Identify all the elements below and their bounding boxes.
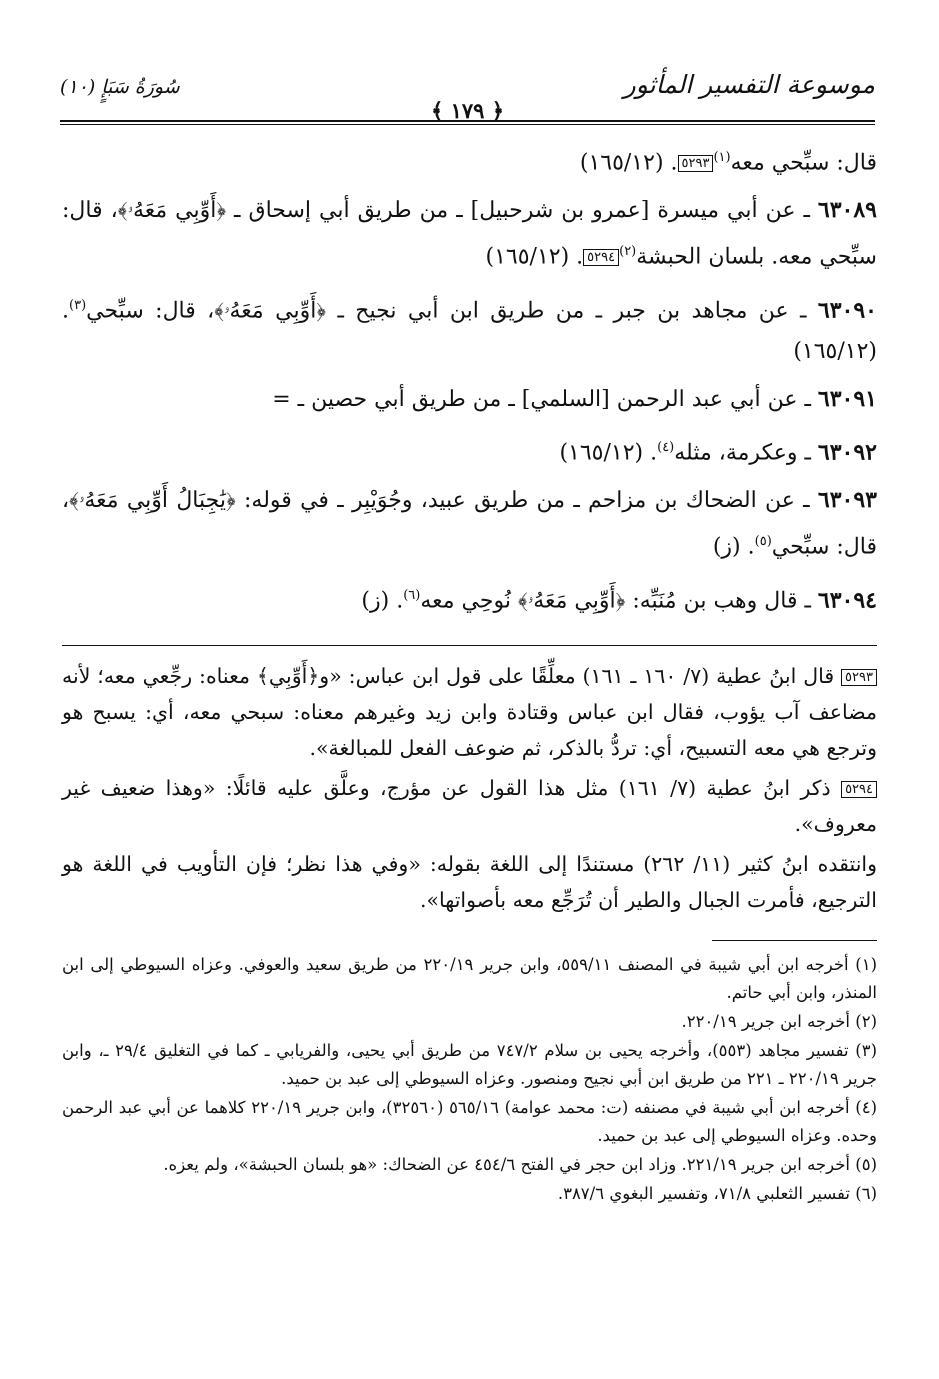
narration-text: ـ عن الضحاك بن مزاحم ـ من طريق عبيد، وجُوَيْبِر ـ في قوله: ﴿يَٰجِبَالُ أَوِّبِي مَعَهُۥ﴾، قال: سبِّحي <box>62 488 877 560</box>
commentary-ref-box: ٥٢٩٣ <box>678 155 714 172</box>
narration-entry <box>62 427 877 473</box>
commentary-ref-box: ٥٢٩٣ <box>841 669 877 686</box>
narration-entry <box>62 190 877 277</box>
footnote: (٥) أخرجه ابن جرير ٢٢١/١٩. وزاد ابن حجر في الفتح ٤٥٤/٦ عن الضحاك: «هو بلسان الحبشة»، ولم يعزه. <box>163 1154 877 1174</box>
commentary-note <box>62 658 877 766</box>
footnote-marker: (٦) <box>403 587 421 603</box>
narration-number: ٦٣٠٩٣ <box>817 487 877 514</box>
narration-entry <box>62 137 877 183</box>
narration-text: ـ عن أبي ميسرة [عمرو بن شرحبيل] ـ من طريق أبي إسحاق ـ ﴿أَوِّبِي مَعَهُۥ﴾، قال: سبِّحي معه. بلسان الحبشة <box>62 198 877 270</box>
footnote: (٦) تفسير الثعلبي ٧١/٨، وتفسير البغوي ٣٨٧/٦. <box>557 1183 877 1203</box>
narration-entry <box>62 285 877 372</box>
narration-source: . (ز) <box>712 534 755 560</box>
narration-text: ـ قال وهب بن مُنَبِّه: ﴿أَوِّبِي مَعَهُۥ﴾ نُوحِي معه <box>420 587 818 613</box>
commentary-ref-box: ٥٢٩٤ <box>583 249 619 266</box>
narration-entry <box>62 480 877 567</box>
commentary-ref-box: ٥٢٩٤ <box>841 781 877 798</box>
footnote: (٤) أخرجه ابن أبي شيبة في مصنفه (ت: محمد عوامة) ٥٦٥/١٦ (٣٢٥٦٠)، وابن جرير ٢٢٠/١٩ كلاهما عن أبي عبد الرحمن وحده. وعزاه السيوطي إلى عبد بن حميد. <box>62 1097 878 1145</box>
footnotes <box>62 951 877 1208</box>
footnote: (١) أخرجه ابن أبي شيبة في المصنف ٥٥٩/١١، وابن جرير ٢٢٠/١٩ من طريق سعيد والعوفي. وعزاه السيوطي إلى ابن المنذر، وابن أبي حاتم. <box>62 954 877 1002</box>
footnote-separator <box>712 940 877 941</box>
narration-number: ٦٣٠٩١ <box>817 385 877 412</box>
commentary-text: قال ابنُ عطية (٧/ ١٦٠ ـ ١٦١) معلِّقًا على قول ابن عباس: «و﴿أَوِّبِي﴾ معناه: رجِّعي معه؛ لأنه مضاعف آب يؤوب، فقال ابن عباس وقتادة وابن زيد وغيرهم معناه: سبحي معه، أي: يسبح هو وترجع هي معه التسبيح، أي: تردُّ بالذكر، ثم ضوعف الفعل للمبالغة». <box>62 663 877 760</box>
narration-number: ٦٣٠٩٠ <box>817 296 877 323</box>
commentary-note <box>62 770 877 842</box>
commentary-note <box>62 846 877 918</box>
narration-source: . (١٦٥/١٢) <box>62 297 877 364</box>
narration-entry <box>62 575 877 621</box>
commentary-text: ذكر ابنُ عطية (٧/ ١٦١) مثل هذا القول عن مؤرج، وعلَّق عليه قائلًا: «وهذا ضعيف غير معروف». <box>62 775 877 836</box>
narration-number: ٦٣٠٩٢ <box>817 439 877 466</box>
footnote: (٣) تفسير مجاهد (٥٥٣)، وأخرجه يحيى بن سلام ٧٤٧/٢ من طريق أبي يحيى، والفريابي ـ كما في التغليق ٢٩/٤ ـ، وابن جرير ٢٢٠/١٩ ـ ٢٢١ من طريق ابن أبي نجيح ومنصور. وعزاه السيوطي إلى عبد بن حميد. <box>62 1040 878 1088</box>
narration-text: ـ وعكرمة، مثله <box>674 440 818 466</box>
footnote-marker: (٤) <box>657 439 675 455</box>
header-rule <box>60 120 875 122</box>
series-title: موسوعة التفسير المأثور <box>623 70 875 99</box>
header-rule-thin <box>60 124 875 125</box>
narration-text: ـ عن مجاهد بن جبر ـ من طريق ابن أبي نجيح ـ ﴿أَوِّبِي مَعَهُۥ﴾، قال: سبِّحي <box>86 297 818 323</box>
narration-source: . (١٦٥/١٢) <box>579 150 678 176</box>
narration-source: . (١٦٥/١٢) <box>485 244 584 270</box>
narration-source: . (١٦٥/١٢) <box>559 440 658 466</box>
page-number: ﴾ ١٧٩ ﴿ <box>430 98 505 123</box>
narration-number: ٦٣٠٩٤ <box>817 586 877 613</box>
footnote-marker: (٥) <box>754 534 772 550</box>
narration-number: ٦٣٠٨٩ <box>817 197 877 224</box>
footnote-marker: (٢) <box>619 244 637 260</box>
commentary-section <box>62 645 877 918</box>
narration-entry <box>62 379 877 420</box>
commentary-text: وانتقده ابنُ كثير (١١/ ٢٦٢) مستندًا إلى اللغة بقوله: «وفي هذا نظر؛ فإن التأويب في اللغة هو الترجيع، فأمرت الجبال والطير أن تُرَجِّع معه بأصواتها». <box>62 851 877 912</box>
footnote-marker: (٣) <box>69 297 87 313</box>
surah-label: سُورَةُ سَبَإٍ (١٠) <box>60 76 180 98</box>
narration-text: قال: سبِّحي معه <box>730 150 877 176</box>
main-text <box>62 137 877 1209</box>
narration-source: . (ز) <box>361 587 404 613</box>
narration-text: ـ عن أبي عبد الرحمن [السلمي] ـ من طريق أبي حصين ـ = <box>272 386 818 412</box>
footnote-marker: (١) <box>713 150 731 165</box>
page-header <box>60 70 875 123</box>
footnote: (٢) أخرجه ابن جرير ٢٢٠/١٩. <box>681 1011 877 1031</box>
